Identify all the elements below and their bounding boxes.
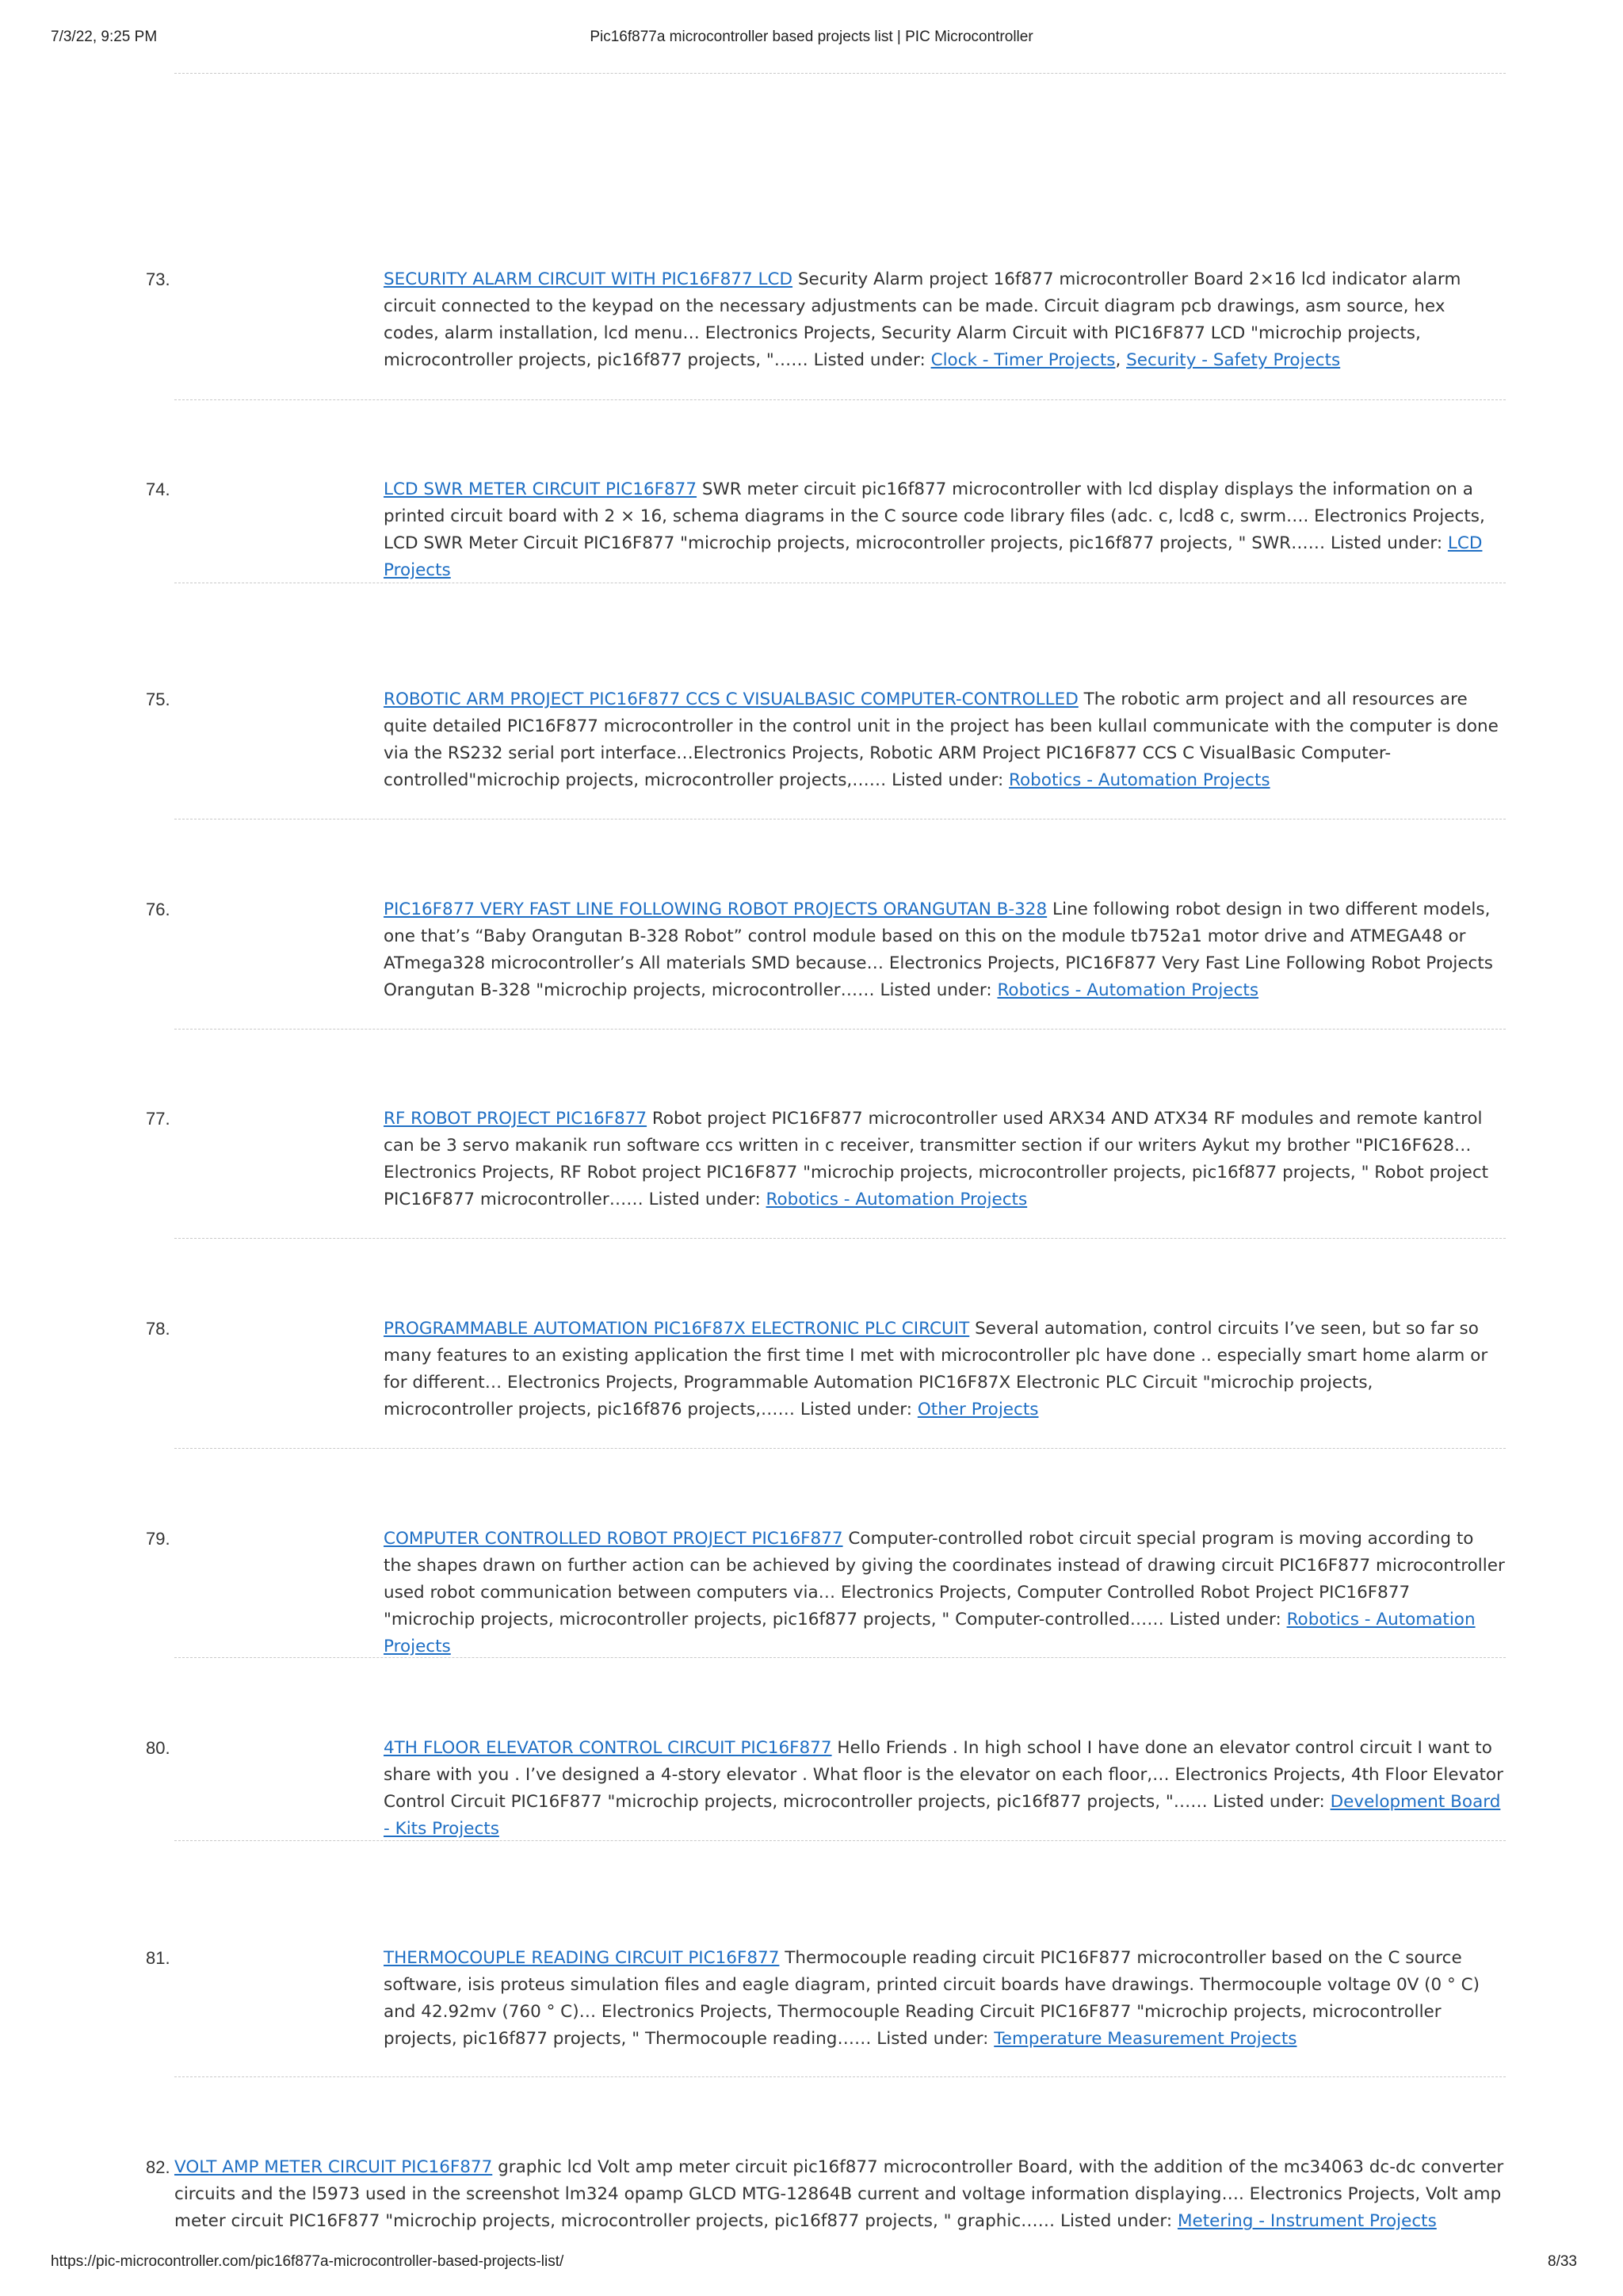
item-description: Robot project PIC16F877 microcontroller used ARX34 AND ATX34 RF modules and remote kantrol can be 3 servo makanik run software ccs written in c receiver, transmitter section if our writers Aykut my brother "PIC16F628… Electronics Projects, RF Robot project PIC16F877 "microchip projects, microcontroller projects, pic16f877 projects, " Robot project PIC16F877 microcontroller…… Listed under:: [384, 1109, 1489, 1209]
category-link[interactable]: Metering - Instrument Projects: [1177, 2211, 1437, 2231]
print-datetime: 7/3/22, 9:25 PM: [51, 29, 158, 45]
item-title-link[interactable]: 4TH FLOOR ELEVATOR CONTROL CIRCUIT PIC16F877: [384, 1738, 832, 1758]
category-link[interactable]: LCD Projects: [384, 533, 1483, 580]
category-link[interactable]: Robotics - Automation Projects: [384, 1610, 1476, 1656]
item-title-link[interactable]: LCD SWR METER CIRCUIT PIC16F877: [384, 479, 697, 499]
item-title-link[interactable]: PROGRAMMABLE AUTOMATION PIC16F87X ELECTRONIC PLC CIRCUIT: [384, 1319, 970, 1339]
category-link[interactable]: Temperature Measurement Projects: [994, 2029, 1297, 2049]
separator: [174, 1657, 1506, 1658]
item-number: 76.: [146, 900, 170, 919]
item-number: 81.: [146, 1948, 170, 1968]
category-link[interactable]: Security - Safety Projects: [1126, 350, 1341, 370]
item-number: 80.: [146, 1738, 170, 1758]
page-url: https://pic-microcontroller.com/pic16f877a-microcontroller-based-projects-list/: [51, 2253, 564, 2270]
item-number: 73.: [146, 269, 170, 289]
item-title-link[interactable]: COMPUTER CONTROLLED ROBOT PROJECT PIC16F877: [384, 1529, 843, 1549]
item-title-link[interactable]: THERMOCOUPLE READING CIRCUIT PIC16F877: [384, 1948, 780, 1968]
separator: [174, 1448, 1506, 1449]
item-number: 79.: [146, 1529, 170, 1549]
item-title-link[interactable]: RF ROBOT PROJECT PIC16F877: [384, 1109, 647, 1129]
separator: [174, 1238, 1506, 1239]
item-number: 74.: [146, 479, 170, 499]
item-title-link[interactable]: PIC16F877 VERY FAST LINE FOLLOWING ROBOT PROJECTS ORANGUTAN B-328: [384, 900, 1048, 919]
separator: [174, 1029, 1506, 1030]
category-link[interactable]: Development Board - Kits Projects: [384, 1792, 1501, 1839]
item-number: 78.: [146, 1319, 170, 1339]
category-separator: ,: [1115, 350, 1127, 370]
item-description: Security Alarm project 16f877 microcontroller Board 2×16 lcd indicator alarm circuit connected to the keypad on the necessary adjustments can be made. Circuit diagram pcb drawings, asm source, hex codes, alarm installation, lcd menu… Electronics Projects, Security Alarm Circuit with PIC16F877 LCD "microchip projects, microcontroller projects, pic16f877 projects, "…… Listed under:: [384, 269, 1461, 370]
category-link[interactable]: Robotics - Automation Projects: [997, 980, 1259, 1000]
item-description: Line following robot design in two different models, one that’s “Baby Orangutan B-328 Robot” control module based on this on the module tb752a1 motor drive and ATMEGA48 or ATmega328 microcontroller’s All materials SMD because… Electronics Projects, PIC16F877 Very Fast Line Following Robot Projects Orangutan B-328 "microchip projects, microcontroller…… Listed under:: [384, 900, 1494, 1000]
item-number: 82.: [146, 2157, 170, 2177]
item-body: [384, 1316, 1506, 1423]
item-body: [384, 686, 1506, 794]
item-number: 77.: [146, 1109, 170, 1129]
item-body: [384, 1945, 1506, 2053]
item-title-link[interactable]: VOLT AMP METER CIRCUIT PIC16F877: [174, 2157, 493, 2177]
separator: [174, 73, 1506, 74]
item-body: [174, 2154, 1506, 2235]
item-number: 75.: [146, 690, 170, 709]
separator: [174, 1840, 1506, 1841]
item-description: The robotic arm project and all resources are quite detailed PIC16F877 microcontroller in the control unit in the project has been kullaıl communicate with the computer is done via the RS232 serial port interface…Electronics Projects, Robotic ARM Project PIC16F877 CCS C VisualBasic Computer-controlled"microchip projects, microcontroller projects,…… Listed under:: [384, 690, 1499, 790]
item-title-link[interactable]: SECURITY ALARM CIRCUIT WITH PIC16F877 LCD: [384, 269, 793, 289]
print-footer: [0, 2253, 1623, 2274]
page-number: 8/33: [1548, 2253, 1577, 2270]
item-title-link[interactable]: ROBOTIC ARM PROJECT PIC16F877 CCS C VISUALBASIC COMPUTER-CONTROLLED: [384, 690, 1079, 709]
item-description: Computer-controlled robot circuit special program is moving according to the shapes drawn on further action can be achieved by giving the coordinates instead of drawing circuit PIC16F877 microcontroller used robot communication between computers via… Electronics Projects, Computer Controlled Robot Project PIC16F877 "microchip projects, microcontroller projects, pic16f877 projects, " Computer-controlled…… Listed under:: [384, 1529, 1505, 1629]
item-body: [384, 896, 1506, 1004]
category-link[interactable]: Robotics - Automation Projects: [766, 1190, 1028, 1209]
print-header: [0, 29, 1623, 49]
item-body: [384, 1526, 1506, 1660]
item-body: [384, 266, 1506, 374]
item-body: [384, 1735, 1506, 1843]
item-body: [384, 1106, 1506, 1213]
item-description: graphic lcd Volt amp meter circuit pic16f877 microcontroller Board, with the addition of the mc34063 dc-dc converter circuits and the l5973 used in the screenshot lm324 opamp GLCD MTG-12864B current and voltage information displaying…. Electronics Projects, Volt amp meter circuit PIC16F877 "microchip projects, microcontroller projects, pic16f877 projects, " graphic…… Listed under:: [174, 2157, 1504, 2231]
category-link[interactable]: Clock - Timer Projects: [930, 350, 1116, 370]
item-description: Thermocouple reading circuit PIC16F877 microcontroller based on the C source software, isis proteus simulation files and eagle diagram, printed circuit boards have drawings. Thermocouple voltage 0V (0 ° C) and 42.92mv (760 ° C)… Electronics Projects, Thermocouple Reading Circuit PIC16F877 "microchip projects, microcontroller projects, pic16f877 projects, " Thermocouple reading…… Listed under:: [384, 1948, 1480, 2049]
separator: [174, 399, 1506, 400]
category-link[interactable]: Robotics - Automation Projects: [1009, 770, 1270, 790]
page-title: Pic16f877a microcontroller based projects list | PIC Microcontroller: [590, 29, 1033, 45]
item-description: Hello Friends . In high school I have done an elevator control circuit I want to share with you . I’ve designed a 4-story elevator . What floor is the elevator on each floor,… Electronics Projects, 4th Floor Elevator Control Circuit PIC16F877 "microchip projects, microcontroller projects, pic16f877 projects, "…… Listed under:: [384, 1738, 1503, 1812]
item-description: Several automation, control circuits I’ve seen, but so far so many features to an existing application the first time I met with microcontroller plc have done .. especially smart home alarm or for different… Electronics Projects, Programmable Automation PIC16F87X Electronic PLC Circuit "microchip projects, microcontroller projects, pic16f876 projects,…… Listed under:: [384, 1319, 1488, 1419]
category-link[interactable]: Other Projects: [917, 1400, 1039, 1419]
item-body: [384, 476, 1506, 584]
separator: [174, 2076, 1506, 2077]
item-description: SWR meter circuit pic16f877 microcontroller with lcd display displays the information on a printed circuit board with 2 × 16, schema diagrams in the C source code library files (adc. c, lcd8 c, swrm…. Electronics Projects, LCD SWR Meter Circuit PIC16F877 "microchip projects, microcontroller projects, pic16f877 projects, " SWR…… Listed under:: [384, 479, 1485, 553]
